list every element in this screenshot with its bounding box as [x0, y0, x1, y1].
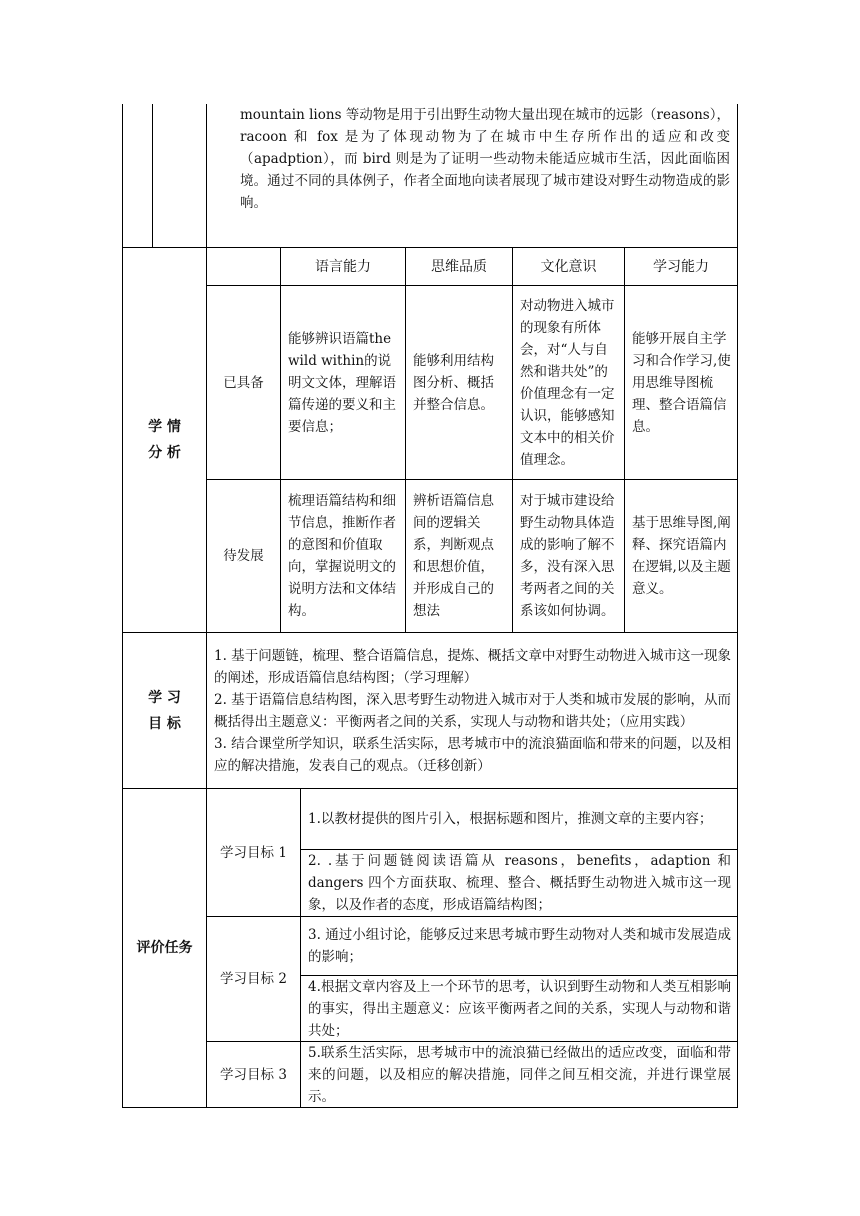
- section-label-line: 目 标: [148, 715, 181, 732]
- table-divider: [624, 247, 625, 632]
- cell-text: 能够辨识语篇the wild within的说明文文体，理解语篇传递的要义和主要信息；: [288, 330, 396, 435]
- learning-goal-item: 1. 基于问题链，梳理、整合语篇信息，提炼、概括文章中对野生动物进入城市这一现象的阐述，形成语篇信息结构图；（学习理解）: [214, 647, 731, 686]
- table-border-right: [737, 104, 738, 1107]
- task-item-3: [308, 917, 731, 975]
- section-label-line: 分 析: [148, 445, 181, 461]
- table-divider: [405, 247, 406, 632]
- cell-daifazhan-wenhua: [520, 480, 619, 632]
- section-label-xuexi-mubiao: [123, 633, 206, 788]
- cell-text: 梳理语篇结构和细节信息，推断作者的意图和价值取向，掌握说明文的说明方法和文体结构。: [288, 493, 396, 619]
- cell-text: 基于思维导图,阐释、探究语篇内在逻辑,以及主题意义。: [632, 515, 731, 597]
- cell-yijubei-xuexi: [632, 286, 732, 479]
- text-analysis-paragraph: [240, 104, 730, 214]
- goal-label-1: 学习目标 1: [220, 844, 287, 861]
- task-text: 1.以教材提供的图片引入，根据标题和图片，推测文章的主要内容；: [308, 811, 713, 827]
- goal-label-3: 学习目标 3: [220, 1066, 287, 1083]
- section-label-line: 学 习: [148, 689, 181, 706]
- task-item-4: [308, 976, 731, 1041]
- cell-text: 对动物进入城市的现象有所体会，对“人与自然和谐共处”的价值理念有一定认识，能够感知文本中的相关价值理念。: [520, 297, 615, 468]
- section-label-pingjia: 评价任务: [136, 940, 193, 956]
- task-text: 4.根据文章内容及上一个环节的思考，认识到野生动物和人类互相影响的事实，得出主题意义：应该平衡两者之间的关系，实现人与动物和谐共处；: [308, 978, 731, 1039]
- header-siwei: 思维品质: [431, 258, 487, 275]
- cell-daifazhan-yuyan: [288, 480, 400, 632]
- cell-text: 对于城市建设给野生动物具体造成的影响了解不多，没有深入思考两者之间的关系该如何协调。: [520, 493, 615, 619]
- table-divider: [512, 247, 513, 632]
- learning-goals-list: [214, 633, 731, 788]
- task-item-5: [308, 1042, 731, 1107]
- task-text: 5.联系生活实际，思考城市中的流浪猫已经做出的适应改变，面临和带来的问题，以及相应的解决措施，同伴之间互相交流，并进行课堂展示。: [308, 1044, 731, 1105]
- cell-daifazhan-siwei: [413, 480, 507, 632]
- task-item-2: [308, 850, 731, 916]
- table-divider: [280, 247, 281, 632]
- cell-yijubei-siwei: [413, 286, 507, 479]
- task-text: 3. 通过小组讨论，能够反过来思考城市野生动物对人类和城市发展造成的影响；: [308, 927, 731, 965]
- task-text: 2. .基于问题链阅读语篇从 reasons，benefits，adaption 和 dangers 四个方面获取、梳理、整合、概括野生动物进入城市这一现象，以及作者的态度，形成语篇结构图；: [308, 853, 731, 913]
- text-analysis-text: mountain lions 等动物是用于引出野生动物大量出现在城市的远影（reasons），racoon 和 fox 是为了体现动物为了在城市中生存所作出的适应和改变（apadption），而 bird 则是为了证明一些动物未能适应城市生活，因此面临困境。通过不同的具体例子，作者全面地向读者展现了城市建设对野生动物造成的影响。: [240, 107, 730, 211]
- header-wenhua: 文化意识: [540, 258, 597, 275]
- row-label-yijubei: 已具备: [223, 374, 264, 391]
- cell-yijubei-yuyan: [288, 286, 400, 479]
- goal-label-2: 学习目标 2: [220, 971, 287, 987]
- header-yuyan: 语言能力: [315, 258, 371, 275]
- cell-yijubei-wenhua: [520, 286, 619, 479]
- section-label-xueqing: [123, 248, 206, 632]
- row-label-daifazhan: 待发展: [223, 548, 264, 564]
- task-item-1: [308, 789, 731, 849]
- table-divider: [152, 104, 153, 247]
- table-divider: [300, 788, 301, 1107]
- learning-goal-item: 3. 结合课堂所学知识，联系生活实际，思考城市中的流浪猫面临和带来的问题，以及相应的解决措施，发表自己的观点。（迁移创新）: [214, 735, 731, 774]
- cell-text: 能够开展自主学习和合作学习,使用思维导图梳理、整合语篇信息。: [632, 330, 731, 435]
- cell-text: 能够利用结构图分析、概括并整合信息。: [413, 352, 494, 413]
- learning-goal-item: 2. 基于语篇信息结构图，深入思考野生动物进入城市对于人类和城市发展的影响，从而概括得出主题意义：平衡两者之间的关系，实现人与动物和谐共处；（应用实践）: [214, 691, 731, 730]
- header-xuexi: 学习能力: [653, 258, 709, 275]
- cell-text: 辨析语篇信息间的逻辑关系，判断观点和思想价值，并形成自己的想法: [413, 493, 494, 619]
- section-label-line: 学 情: [148, 419, 181, 435]
- cell-daifazhan-xuexi: [632, 480, 732, 632]
